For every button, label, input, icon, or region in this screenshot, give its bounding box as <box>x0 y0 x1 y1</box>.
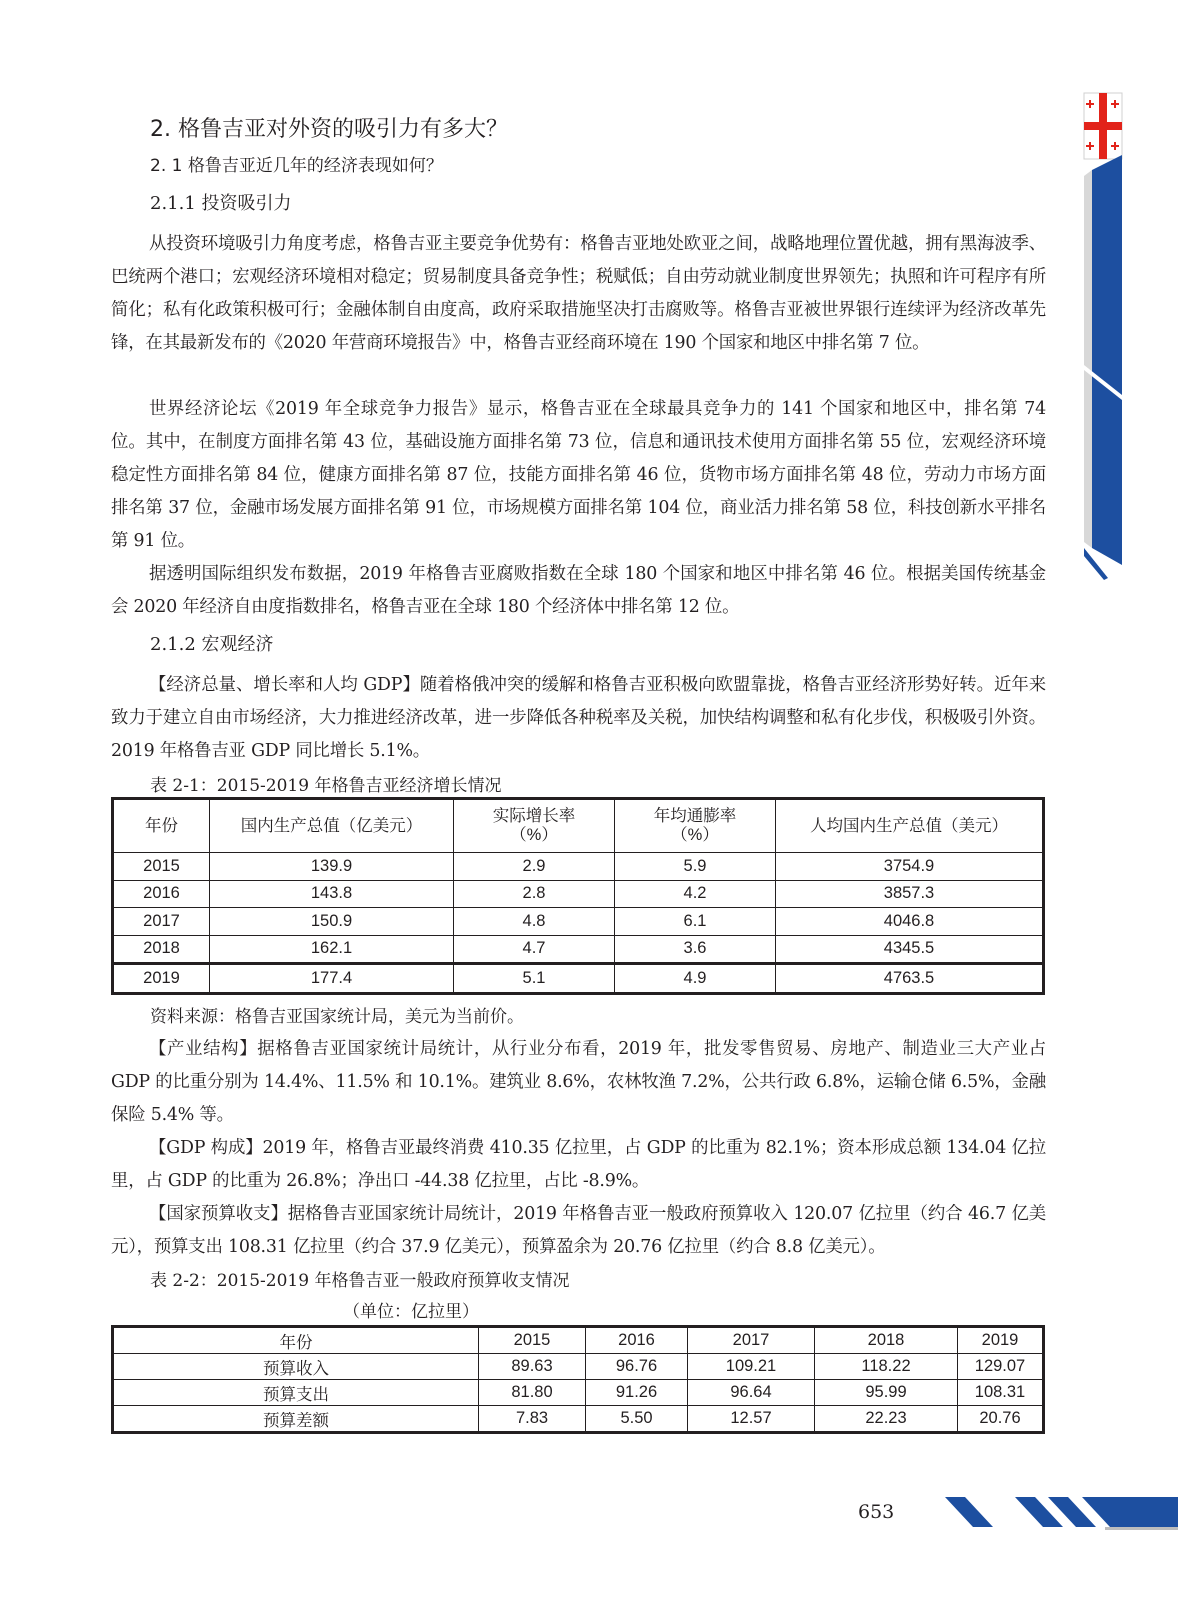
table-cell: 3754.9 <box>776 853 1044 881</box>
table-cell: 4.7 <box>454 935 615 964</box>
page-number: 653 <box>858 1501 895 1523</box>
table-row <box>113 1354 1044 1380</box>
section-heading-2-1-2: 2.1.2 宏观经济 <box>150 634 274 655</box>
table-cell: 2015 <box>113 853 210 881</box>
table-cell: 2.8 <box>454 880 615 908</box>
table-row <box>113 853 1044 881</box>
footer-stripes <box>945 1497 1178 1530</box>
table-row <box>113 964 1044 994</box>
table-row <box>113 935 1044 964</box>
table-cell: 2.9 <box>454 853 615 881</box>
column-header: 2016 <box>586 1327 688 1354</box>
table-header-row <box>113 799 1044 853</box>
table-cell: 96.64 <box>688 1380 815 1406</box>
column-header: 国内生产总值（亿美元） <box>210 799 454 853</box>
table-cell: 预算支出 <box>113 1380 479 1406</box>
table-cell: 143.8 <box>210 880 454 908</box>
table-cell: 3.6 <box>615 935 776 964</box>
section-heading-2-1: 2. 1 格鲁吉亚近几年的经济表现如何？ <box>150 156 443 176</box>
table-cell: 150.9 <box>210 908 454 936</box>
paragraph-investment-advantages: 从投资环境吸引力角度考虑，格鲁吉亚主要竞争优势有：格鲁吉亚地处欧亚之间，战略地理位置优越，拥有黑海波季、巴统两个港口；宏观经济环境相对稳定；贸易制度具备竞争性；税赋低；自由劳动就业制度世界领先；执照和许可程序有所简化；私有化政策积极可行；金融体制自由度高，政府采取措施坚决打击腐败等。格鲁吉亚被世界银行连续评为经济改革先锋，在其最新发布的《2020 年营商环境报告》中，格鲁吉亚经商环境在 190 个国家和地区中排名第 7 位。 <box>111 234 1046 353</box>
table-cell: 4.9 <box>615 964 776 994</box>
table-cell: 2016 <box>113 880 210 908</box>
table2-unit: （单位：亿拉里） <box>343 1302 479 1322</box>
section-heading-2-1-1: 2.1.1 投资吸引力 <box>150 193 292 214</box>
table-cell: 108.31 <box>958 1380 1044 1406</box>
table-cell: 96.76 <box>586 1354 688 1380</box>
table-cell: 22.23 <box>815 1406 958 1433</box>
table-cell: 2017 <box>113 908 210 936</box>
table-cell: 162.1 <box>210 935 454 964</box>
table-cell: 109.21 <box>688 1354 815 1380</box>
table-cell: 5.1 <box>454 964 615 994</box>
table-row <box>113 1406 1044 1433</box>
paragraph-gdp-composition: 【GDP 构成】2019 年，格鲁吉亚最终消费 410.35 亿拉里，占 GDP 的比重为 82.1%；资本形成总额 134.04 亿拉里，占 GDP 的比重为 26.8%；净出口 -44.38 亿拉里，占比 -8.9%。 <box>111 1138 1046 1191</box>
table-row <box>113 908 1044 936</box>
column-header: 实际增长率 （%） <box>454 799 615 853</box>
paragraph-corruption-freedom: 据透明国际组织发布数据，2019 年格鲁吉亚腐败指数在全球 180 个国家和地区中排名第 46 位。根据美国传统基金会 2020 年经济自由度指数排名，格鲁吉亚在全球 180 个经济体中排名第 12 位。 <box>111 564 1046 617</box>
table1-source-note: 资料来源：格鲁吉亚国家统计局，美元为当前价。 <box>150 1007 524 1027</box>
table-cell: 3857.3 <box>776 880 1044 908</box>
table-cell: 129.07 <box>958 1354 1044 1380</box>
table-cell: 5.50 <box>586 1406 688 1433</box>
table-cell: 预算收入 <box>113 1354 479 1380</box>
column-header: 2019 <box>958 1327 1044 1354</box>
table-cell: 4345.5 <box>776 935 1044 964</box>
table-header-row <box>113 1327 1044 1354</box>
table-cell: 4.2 <box>615 880 776 908</box>
economic-growth-table <box>111 797 1045 995</box>
table-cell: 118.22 <box>815 1354 958 1380</box>
table-cell: 20.76 <box>958 1406 1044 1433</box>
paragraph-competitiveness: 世界经济论坛《2019 年全球竞争力报告》显示，格鲁吉亚在全球最具竞争力的 141 个国家和地区中，排名第 74 位。其中，在制度方面排名第 43 位，基础设施方面排名第 73 位，信息和通讯技术使用方面排名第 55 位，宏观经济环境稳定性方面排名第 84 位，健康方面排名第 87 位，技能方面排名第 46 位，货物市场方面排名第 48 位，劳动力市场方面排名第 37 位，金融市场发展方面排名第 91 位，市场规模方面排名第 104 位，商业活力排名第 58 位，科技创新水平排名第 91 位。 <box>111 399 1046 551</box>
table-cell: 12.57 <box>688 1406 815 1433</box>
table-cell: 4046.8 <box>776 908 1044 936</box>
table-cell: 89.63 <box>479 1354 586 1380</box>
column-header: 年均通膨率 （%） <box>615 799 776 853</box>
table-row <box>113 1380 1044 1406</box>
side-ribbon <box>1084 155 1122 580</box>
table-cell: 81.80 <box>479 1380 586 1406</box>
table-cell: 预算差额 <box>113 1406 479 1433</box>
table-cell: 139.9 <box>210 853 454 881</box>
column-header: 2018 <box>815 1327 958 1354</box>
table-cell: 2018 <box>113 935 210 964</box>
budget-table <box>111 1325 1045 1434</box>
table-cell: 4.8 <box>454 908 615 936</box>
georgia-flag-icon <box>1084 93 1122 159</box>
table-row <box>113 880 1044 908</box>
column-header: 人均国内生产总值（美元） <box>776 799 1044 853</box>
table-cell: 91.26 <box>586 1380 688 1406</box>
table1-caption: 表 2-1：2015-2019 年格鲁吉亚经济增长情况 <box>150 776 502 796</box>
table-cell: 2019 <box>113 964 210 994</box>
paragraph-budget: 【国家预算收支】据格鲁吉亚国家统计局统计，2019 年格鲁吉亚一般政府预算收入 120.07 亿拉里（约合 46.7 亿美元），预算支出 108.31 亿拉里（约合 37.9 亿美元），预算盈余为 20.76 亿拉里（约合 8.8 亿美元）。 <box>111 1204 1046 1257</box>
table-cell: 95.99 <box>815 1380 958 1406</box>
table-cell: 6.1 <box>615 908 776 936</box>
table2-caption: 表 2-2：2015-2019 年格鲁吉亚一般政府预算收支情况 <box>150 1271 570 1291</box>
column-header: 2017 <box>688 1327 815 1354</box>
table-cell: 5.9 <box>615 853 776 881</box>
paragraph-industry-structure: 【产业结构】据格鲁吉亚国家统计局统计，从行业分布看，2019 年，批发零售贸易、房地产、制造业三大产业占 GDP 的比重分别为 14.4%、11.5% 和 10.1%。建筑业 8.6%，农林牧渔 7.2%，公共行政 6.8%，运输仓储 6.5%，金融保险 5.4% 等。 <box>111 1039 1046 1125</box>
table-cell: 177.4 <box>210 964 454 994</box>
column-header: 年份 <box>113 1327 479 1354</box>
column-header: 年份 <box>113 799 210 853</box>
table-cell: 4763.5 <box>776 964 1044 994</box>
section-heading-2: 2. 格鲁吉亚对外资的吸引力有多大？ <box>150 117 508 142</box>
table-cell: 7.83 <box>479 1406 586 1433</box>
paragraph-gdp-growth: 【经济总量、增长率和人均 GDP】随着格俄冲突的缓解和格鲁吉亚积极向欧盟靠拢，格鲁吉亚经济形势好转。近年来致力于建立自由市场经济，大力推进经济改革，进一步降低各种税率及关税，加快结构调整和私有化步伐，积极吸引外资。2019 年格鲁吉亚 GDP 同比增长 5.1%。 <box>111 675 1046 761</box>
column-header: 2015 <box>479 1327 586 1354</box>
